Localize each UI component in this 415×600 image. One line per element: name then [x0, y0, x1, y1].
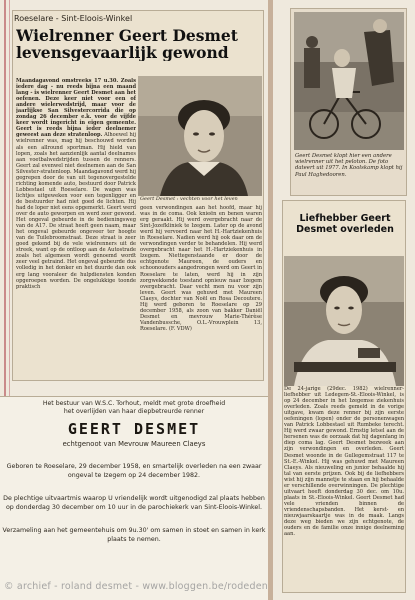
- article-kicker: Roeselare - Sint-Eloois-Winkel: [14, 14, 133, 23]
- page-spine: [268, 0, 273, 600]
- article-body-a: Alhoewel hij wielrenner was, mag hij beschouwd worden als een allround sportman. Hij hield van lopen, zoals het aanzienlijk aantal deelnames aan voetbalwedstrijden tussen de renners. Geert zal evenwel niet deelnemen aan de San Silvester-stratenloop. Maandagavond werd hij gegrepen door de van uit tegenovergestelde richting komende auto, bestuurd door Patrick Lobbestael uit Roeselare. De wagen was lichtjes uitgeweken voor een tegenligger en de bestuurder had niet goed de lichten. Hij had de loper niet eens opgemerkt. Geert werd over de auto geworpen en werd zeer gewond. Het ongeval gebeurde in de bedieningsweg van de A17. De straat heeft geen naam, maar het ongeval gebeurde ongeveer ter hoogte van de Tuilebroomstraat. Deze straat is zeer goed gekend bij de vele wielrenners uit de streek, want op de ontloop aan de Autostrade zoals het algemeen wordt genoemd wordt zeer veel getraind. Het ongeval gebeurde dus volledig in het donker en het duurde dan ook erg lang vooraleer de hulpdiensten konden opgeroepen worden. De ongelukkige toonde praktisch: [16, 132, 136, 290]
- notice-line-2: het overlijden van haar diepbetreurde renner: [63, 408, 205, 415]
- portrait-photo: [138, 76, 262, 196]
- notice-birth-death: Geboren te Roeselare, 29 december 1958, en smartelijk overleden na een zwaar ongeval te Izegem op 24 december 1982.: [6, 463, 262, 479]
- article-headline: Wielrenner Geert Desmet levensgevaarlijk gewond: [16, 27, 238, 61]
- notice-line-1: Het bestuur van W.S.C. Torhout, meldt met grote droefheid: [42, 400, 226, 407]
- article-column-b: [140, 205, 262, 377]
- spouse-line: echtgenoot van Mevrouw Maureen Claeys: [62, 440, 206, 448]
- article-signature: (F. VDW): [168, 325, 192, 332]
- portrait-caption: Geert Desmet : vechten voor het leven: [140, 196, 238, 202]
- race-photo-caption: Geert Desmet klopt hier een andere wielrenner uit het peloton. De foto dateert uit 1977. In Koolskamp klopt hij Paul Haghedooren.: [295, 153, 403, 178]
- deceased-name: GEERT DESMET: [67, 420, 201, 438]
- article-lead: Maandagavond omstreeks 17 u.30. Zoals iedere dag - nu reeds bijna een maand lang - is wielrenner Geert Desmet aan het oefenen. Deze keer niet voor een of andere wielerwedstrijd, maar voor de jaarlijkse San Silvestercorrida die op zondag 26 december e.k. voor de vijfde keer wordt ingericht in eigen gemeente. Geert is reeds bijna ieder deelnemer geweest aan deze stratenloop.: [16, 78, 136, 139]
- obituary-article-body: De 24-jarige (29dec. 1982) wielrenner-liefhebber uit Ledegem-St.-Eloois-Winkel, is op 24 december in het Izegemse ziekenhuis overleden. Zoals reeds gemeld in de vorige uitgave, kwam deze renner bij zijn eerste oefeningen (lopen) onder de personenwagen van Patrick Lobbestael uit Rumbeke terecht. Hij werd zwaar gewond. Ernstig letsel aan de hersenen was de oorzaak dat hij dagenlang in diep coma lag. Geert Desmet bezweek aan zijn verwondingen en overleden. Geert Desmet woonde in de Gullegemstraat 117 te St.-E.-Winkel. Hij was gehuwd met Maureen Claeys. Als nieuweling en junior behaalde hij tal van eerste prijzen. Ook bij de liefhebbers wist hij zijn mannetje te staan en hij behaalde er verschillende overwinningen. De plechtige uitvaart heeft donderdag 30 dec. om 10u. plaats in St.-Eloois-Winkel. Geert Desmet had vele vrienden binnen de vriendenschapsbanden. Het kerst- en nieuwjaarskaartje was in de maak. Langs deze weg bieden we zijn echtgenote, de ouders en de familie onze innige deelneming aan.: [284, 386, 404, 538]
- race-photo: [294, 12, 404, 150]
- notice-funeral: De plechtige uitvaartmis waarop U vriendelijk wordt uitgenodigd zal plaats hebben op donderdag 30 december om 10 uur in de parochiekerk van Sint-Eloois-Winkel.: [3, 495, 265, 511]
- article-column-a: [16, 78, 136, 375]
- article-body-b: geen verwondingen aan het hoofd, maar hij was in de coma. Ook knieën en benen waren erg geraakt. Hij werd overgebracht naar de Sint-Jozefkliniek te Izegem. Later op de avond werd hij vervoerd naar het H.-Hartziekenhuis in Roeselare. Nadien werd hij ook daar om de verwondingen verder te behandelen. Hij werd overgebracht naar het H.-Hartziekenhuis in Izegem. Niettegenstaande er door de echtgenote Maureen, de ouders en schoonouders aangedrongen werd om Geert in Roeselare te laten, werd hij in zijn zorgwekkende toestand opnieuw naar Izegem overgebracht. Daar vecht men nu voor zijn leven. Geert was gehuwd met Maureen Claeys, dochter van Noël en Rosa Decoutere. Hij werd geboren te Roeselare op 29 december 1958, als zoon van bakker Daniël Desmet en mevrouw Marie-Thérèse Vandenbussche, O.L.-Vrouwplein 13, Roeselare.: [140, 205, 262, 332]
- archive-watermark: © archief - roland desmet - www.bloggen.be/rodeden: [4, 581, 268, 592]
- obituary-title: Liefhebber Geert Desmet overleden: [296, 213, 394, 235]
- rider-photo: [284, 256, 404, 386]
- notice-gathering: Verzameling aan het gemeentehuis om 9u.30' om samen in stoet en samen in kerk plaats te nemen.: [2, 527, 266, 543]
